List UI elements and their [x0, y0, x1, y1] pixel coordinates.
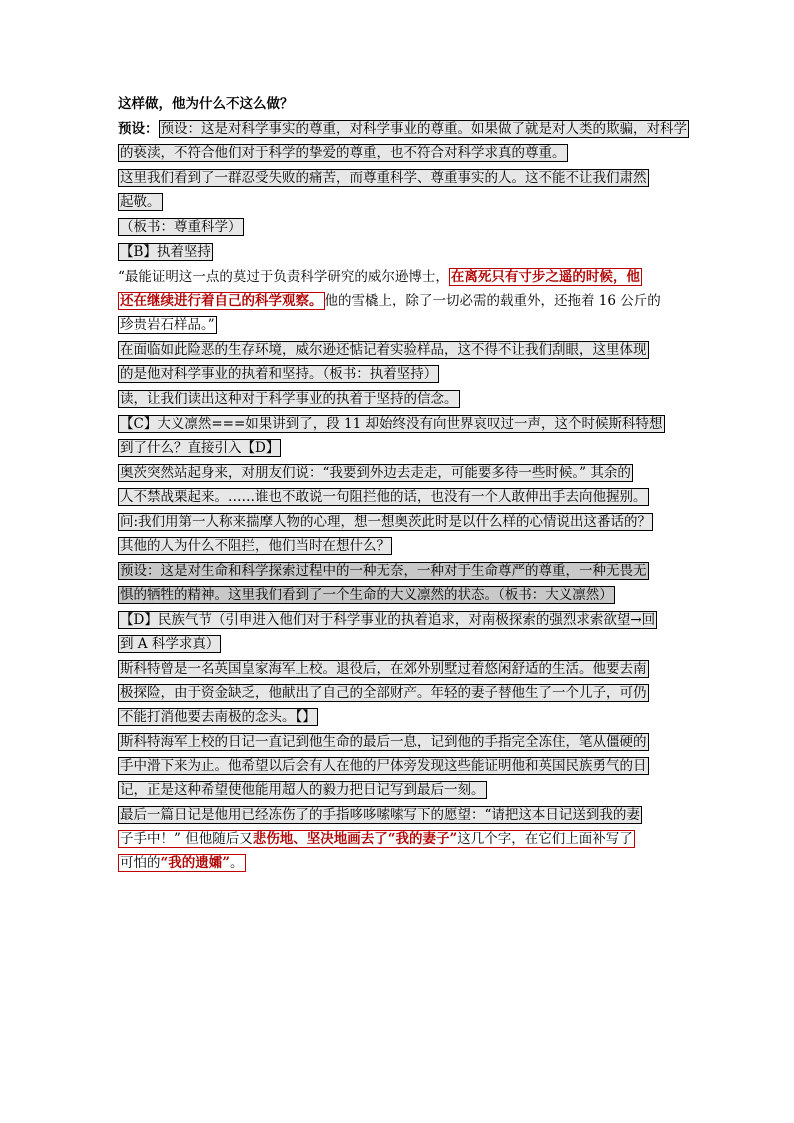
quote-wilson: “最能证明这一点的莫过于负责科学研究的威尔逊博士， 在离死只有寸步之遥的时候，他 还在继续进行着自己的科学观察。 他的雪橇上，除了一切必需的载重外，还拖着 16 公斤的 珍贵岩石样品。” [118, 269, 661, 333]
board-note-1: （板书：尊重科学） [120, 219, 242, 235]
preset-2: 预设：这是对生命和科学探索过程中的一种无奈，一种对于生命尊严的尊重，一种无畏无 惧的牺牲的精神。这里我们看到了一个生命的大义凛然的状态。（板书：大义凛然） [120, 563, 647, 603]
preset-1-line-1: 预设：这是对科学事实的尊重，对科学事业的尊重。如果做了就是对人类的欺骗，对科学 [160, 121, 687, 137]
summary-1: 这里我们看到了一群忍受失败的痛苦，而尊重科学、尊重事实的人。这不能不让我们肃然 起敬。 [120, 170, 647, 210]
reading-instruction: 读，让我们读出这种对于科学事业的执着于坚持的信念。 [120, 391, 458, 407]
preset-1: 预设： 预设：这是对科学事实的尊重，对科学事业的尊重。如果做了就是对人类的欺骗，对科学 的亵渎，不符合他们对于科学的挚爱的尊重，也不符合对科学求真的尊重。 [118, 121, 687, 161]
document-page [118, 92, 687, 875]
section-d: 【D】民族气节（引申进入他们对于科学事业的执着追求，对南极探索的强烈求索欲望→回 到 A 科学求真） [120, 612, 656, 652]
section-c: 【C】大义凛然===如果讲到了，段 11 却始终没有向世界哀叹过一声，这个时候斯科特想 到了什么？直接引入【D】 [120, 416, 663, 456]
summary-2: 在面临如此险恶的生存环境，威尔逊还惦记着实验样品，这不得不让我们刮眼，这里体现 的是他对科学事业的执着和坚持。（板书：执着坚持） [120, 342, 647, 382]
preset-1-line-2: 的亵渎，不符合他们对于科学的挚爱的尊重，也不符合对科学求真的尊重。 [120, 145, 566, 161]
scott-background: 斯科特曾是一名英国皇家海军上校。退役后，在郊外别墅过着悠闲舒适的生活。他要去南 极探险，由于资金缺乏，他献出了自己的全部财产。年轻的妻子替他生了一个儿子，可仍 不能打消他要去南极的念头。【】 [120, 661, 647, 725]
question-1: 这样做，他为什么不这么做？ [118, 96, 294, 112]
last-diary-entry: 最后一篇日记是他用已经冻伤了的手指哆哆嗦嗦写下的愿望：“请把这本日记送到我的妻 子手中！” 但他随后又悲伤地、坚决地画去了“我的妻子”这几个字，在它们上面补写了 可怕的“我的遗孀”。 [120, 807, 640, 871]
question-2: 问:我们用第一人称来揣摩人物的心理，想一想奥茨此时是以什么样的心情说出这番话的？ 其他的人为什么不阻拦，他们当时在想什么？ [120, 514, 652, 554]
scott-diary: 斯科特海军上校的日记一直记到他生命的最后一息，记到他的手指完全冻住，笔从僵硬的 手中滑下来为止。他希望以后会有人在他的尸体旁发现这些能证明他和英国民族勇气的日 记，正是这种希望使他能用超人的毅力把日记写到最后一刻。 [120, 734, 647, 798]
section-b-heading: 【B】执着坚持 [120, 244, 211, 260]
oates-passage: 奥茨突然站起身来，对朋友们说：“我要到外边去走走，可能要多待一些时候。” 其余的 人不禁战栗起来。……谁也不敢说一句阻拦他的话，也没有一个人敢伸出手去向他握别。 [120, 465, 647, 505]
